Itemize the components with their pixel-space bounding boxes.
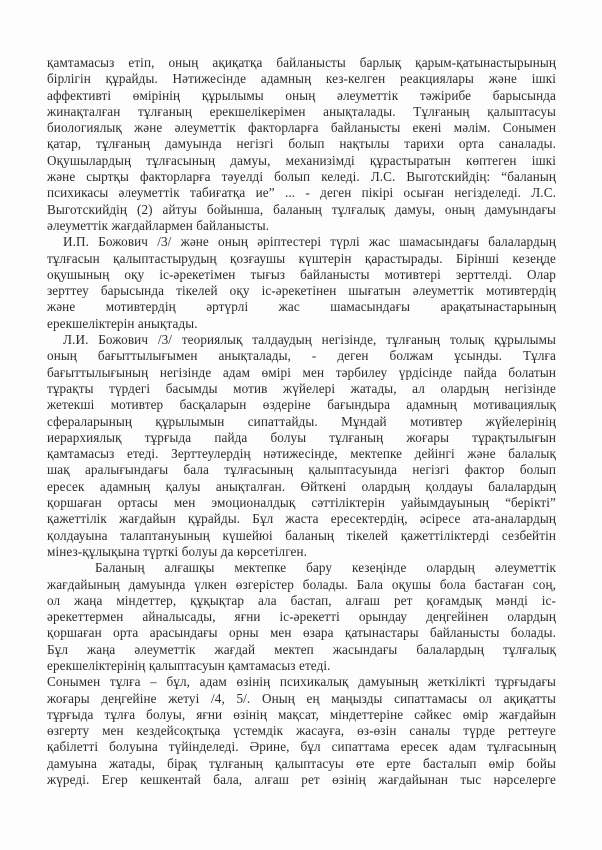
text-line: бірлігін құрайды. Нәтижесінде адамның кез-келген реакциялары және ішкі: [47, 71, 556, 87]
text-line: ол жаңа міндеттер, құқықтар ала бастап, алғаш рет қоғамдық мәнді іс-: [47, 592, 556, 608]
text-line: жүреді. Егер кешкентай бала, алғаш рет өзінің жағдайынан тыс нәрселерге: [47, 772, 556, 788]
text-line: қоршаған орта арасындағы орны мен өзара қатынастары байланысты болады.: [47, 625, 556, 641]
text-line: қоршаған ортасы мен эмоционалдық сәттіліктерін уайымдауының “берікті”: [47, 495, 556, 511]
text-line: шақ аралығындағы бала тұлғасының қалыптасуында негізгі фактор болып: [47, 462, 556, 478]
text-line: жетекші мотивтер басқаларын өздеріне бағындыра адамның мотивациялық: [47, 397, 556, 413]
text-line: қамтамасыз етеді. Зерттеулердің нәтижесінде, мектепке дейінгі және балалық: [47, 446, 556, 462]
text-line: бағыттылығының негізінде адам өмірі мен тәрбилеу үрдісінде пайда болатын: [47, 364, 556, 380]
text-line: ерекшеліктерінің қалыптасуын қамтамасыз етеді.: [47, 657, 331, 673]
text-line: және мотивтердің әртүрлі жас шамасындағы арақатынастарының: [47, 299, 556, 315]
paragraph: [47, 332, 556, 560]
text-line: жинақталған тұлғаның ерекшелікерімен анықталады. Тұлғаның қалыптасуы: [47, 103, 556, 119]
text-line: Оқушылардың тұлғасының дамуы, механизімді құрастыратын көптеген ішкі: [47, 152, 556, 168]
text-line: өзгерту мен кездейсоқтықа үстемдік жасауға, өз-өзін саналы түрде реттеуге: [47, 723, 556, 739]
text-line: тұлғасын қалыптастырудың қозғаушы күштерін қарастырады. Бірінші кезеңде: [47, 250, 556, 266]
text-line: қатар, тұлғаның дамуында негізгі болып нақтылы тарихи орта саналады.: [47, 136, 556, 152]
text-line: Л.И. Божович /3/ теориялық талдаудың негізінде, тұлғаның толық құрылымы: [63, 332, 556, 348]
text-line: оқушының оқу іс-әрекетімен тығыз байланысты мотивтері зерттелді. Олар: [47, 266, 556, 282]
text-line: сфераларының құрылымын сипаттайды. Мұндай мотивтер жүйелерінің: [47, 413, 556, 429]
text-line: қамтамасыз етіп, оның ақиқатқа байланысты барлық қарым-қатынастырының: [47, 55, 556, 70]
text-line: және сыртқы факторларға тәуелді болып келеді. Л.С. Выготскийдің: “баланың: [47, 169, 556, 185]
text-line: биологиялық және әлеуметтік факторларға байланысты екені мәлім. Сонымен: [47, 120, 556, 136]
text-line: аффективті өмірінің құрылымы оның әлеуметтік тәжірибе барысында: [47, 87, 556, 103]
text-line: Сонымен тұлға – бұл, адам өзінің психикалық дамуының жеткілікті тұрғыдағы: [47, 674, 556, 690]
text-line: тұрақты түрдегі басымды мотив жүйелері жатады, ал олардың негізінде: [47, 380, 556, 396]
text-line: И.П. Божович /3/ және оның әріптестері түрлі жас шамасындағы балалардың: [63, 234, 556, 250]
text-line: оның бағыттылығымен анықталады, - деген болжам ұсынды. Тұлға: [47, 348, 556, 364]
text-line: ересек адамның қалуы анықталған. Өйткені олардың қолдауы балалардың: [47, 478, 556, 494]
text-line: қабілетті болуына түйінделеді. Әрине, бұл сипаттама ересек адам тұлғасының: [47, 739, 556, 755]
text-line: жоғары деңгейіне жетуі /4, 5/. Оның ең маңызды сипаттамасы ол ақиқатты: [47, 690, 556, 706]
text-line: Баланың алғашқы мектепке бару кезеңінде олардың әлеуметтік: [95, 560, 556, 576]
text-line: ерекшеліктерін анықтады.: [47, 315, 198, 331]
text-line: қажеттілік жағдайын құрайды. Бұл жаста ересектердің, әсіресе ата-аналардың: [47, 511, 556, 527]
text-line: психикасы әлеуметтік табиғатқа ие” ... - деген пікірі осыған негізделеді. Л.С.: [47, 185, 556, 201]
paragraph: [47, 55, 556, 234]
text-line: қолдауына талаптануының күшейюі баланың тікелей қажеттіліктерді сезбейтін: [47, 527, 556, 543]
text-line: әрекеттермен айналысады, яғни іс-әрекетті орындау деңгейінен олардың: [47, 609, 556, 625]
text-line: жағдайының дамуында үлкен өзгерістер болады. Бала оқушы бола бастаған соң,: [47, 576, 556, 592]
text-line: зерттеу барысында тікелей оқу іс-әрекетінен шығатын әлеуметтік мотивтердің: [47, 283, 556, 299]
paragraph: [47, 560, 556, 674]
text-line: әлеуметтік жағдайлармен байланысты.: [47, 217, 270, 233]
text-line: дамуына жатады, бірақ тұлғаның қалыптасуы өте ерте басталып өмір бойы: [47, 755, 556, 771]
paragraph: [47, 674, 556, 788]
text-line: тұрғыда тұлға болуы, яғни өзінің мақсат, міндеттеріне сәйкес өмір жағдайын: [47, 706, 556, 722]
text-line: Выготскийдің (2) айтуы бойынша, баланың тұлғалық дамуы, оның дамуындағы: [47, 201, 556, 217]
text-line: иерархиялық тұрғыда пайда болуы тұлғаның жоғары тұрақтылығын: [47, 429, 556, 445]
text-line: Бұл жаңа әлеуметтік жағдай мектеп жасындағы балалардың тұлғалық: [47, 641, 556, 657]
text-line: мінез-құлықына түрткі болуы да көрсетілген.: [47, 543, 308, 559]
document-body: [47, 55, 556, 788]
paragraph: [47, 234, 556, 332]
